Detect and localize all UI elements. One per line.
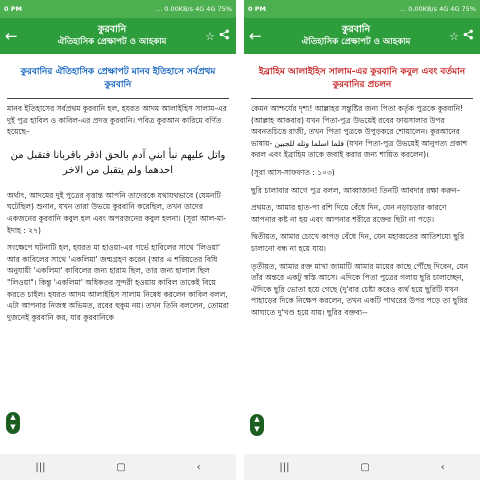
arrow-left-icon[interactable]: ← <box>5 27 18 45</box>
back-nav-icon[interactable]: ‹ <box>196 461 201 473</box>
status-bar <box>0 0 236 18</box>
home-nav-icon[interactable]: ▢ <box>116 461 126 473</box>
app-bar <box>0 18 236 54</box>
status-bar <box>244 0 480 18</box>
paragraph: মানব ইতিহাসের সর্বপ্রথম কুরবানি হল, হযরত আদম আলাইহিস সালাম-এর দুই পুত্র হাবিল ও কাবিল-এর প্রদত্ত কুরবানি। পবিত্র কুরআন কারিমে বর্ণিত হয়েছে– <box>7 104 227 137</box>
status-network: ... 0.00KB/s 4G 4G 75% <box>155 5 232 13</box>
share-icon[interactable] <box>461 29 475 43</box>
heading-divider <box>7 98 229 99</box>
app-title-block <box>265 24 447 48</box>
home-nav-icon[interactable]: ▢ <box>360 461 370 473</box>
scroll-updown-icon[interactable]: ▲ ▼ <box>6 412 20 434</box>
star-outline-icon[interactable]: ☆ <box>449 29 459 43</box>
app-title: কুরবানি <box>97 24 127 35</box>
share-icon[interactable] <box>217 29 231 43</box>
paragraph: দ্বিতীয়ত, আমার চোখে কাপড় বেঁধে দিন, যেন মহাব্বতের আতিশয্যে ছুরি চালানো বন্ধ না হয়ে যায়। <box>251 232 465 253</box>
right-phone-screen <box>244 0 480 480</box>
status-time: 0 PM <box>248 5 267 13</box>
paragraph: ছুরি চালাবার আগে পুত্র বলল, আব্বাজান! তিনটি আবদার রক্ষা করুন– <box>251 185 461 195</box>
article-content[interactable] <box>0 54 236 454</box>
system-nav-bar <box>0 454 236 480</box>
article-body <box>7 103 229 323</box>
paragraph: (সূরা আস-সাফফাত : ১০৩) <box>251 167 335 177</box>
back-nav-icon[interactable]: ‹ <box>440 461 445 473</box>
heading-divider <box>251 98 473 99</box>
status-network: ... 0.00KB/s 4G 4G 75% <box>399 5 476 13</box>
app-bar <box>244 18 480 54</box>
paragraph: কেমন আশ্চর্যের দৃশ্য! আল্লাহর সন্তুষ্টির জন্য পিতা কর্তৃক পুত্রকে কুরবানি! (আল্লাহ আকবার) যখন পিতা-পুত্র উভয়েই রবের ফায়সালার উপর অবনতচিত্তে রাজী, তখন পিতা পুত্রকে উপুড়করে শোয়ালেন। কুরআনের ভাষায়- فلما اسلما وتله للجبين (যখন পিতা-পুত্র উভয়েই আনুগত্য প্রকাশ করল এবং ইব্রাহিম তাকে জবাই করার জন্য শায়িত করলেন)। <box>251 104 468 160</box>
app-title-block <box>21 24 203 48</box>
status-time: 0 PM <box>4 5 23 13</box>
arabic-verse: واتل عليهم نبأ ابني آدم بالحق اذقر باقربانا فتقبل من احدهما ولم يتقبل من الاخر <box>10 149 226 176</box>
app-subtitle: ঐতিহাসিক প্রেক্ষাপট ও আহকাম <box>57 37 167 47</box>
recents-nav-icon[interactable]: ||| <box>35 461 46 473</box>
arrow-left-icon[interactable]: ← <box>249 27 262 45</box>
scroll-updown-icon[interactable]: ▲ ▼ <box>250 414 264 436</box>
star-outline-icon[interactable]: ☆ <box>205 29 215 43</box>
app-subtitle: ঐতিহাসিক প্রেক্ষাপট ও আহকাম <box>301 37 411 47</box>
paragraph: তৃতীয়ত, আমার রক্ত মাখা জামাটি আমার মায়ের কাছে পৌঁছে দিবেন, যেন তাঁর অন্তরে একটু স্বস্তি আসে। এদিকে পিতা পুত্রের গলায় ছুরি চালাচ্ছেন, ঐদিকে ছুরি ভোতা হয়ে গেছে (দু'বার চেষ্টা করেও ব্যর্থ হয়ে ছুরিটি যখন পাহাড়ের দিকে নিক্ষেপ করলেন, তখন একটি পাথরের উপর পড়ে তা ছুরির আঘাতে দু'খণ্ড হয়ে যায়। ছুরির বক্তব্য-- <box>251 261 469 317</box>
left-phone-screen <box>0 0 236 480</box>
paragraph: অর্থাৎ, আদমের দুই পুত্রের বৃত্তান্ত আপনি তাদেরকে যথাযথভাবে (যেমনটি ঘটেছিল) শুনান, যখন তারা উভয়ে কুরবানি করেছিল, তখন তাদের একজনের কুরবানি কবুল হল এবং অপরজনের কবুল হলনা। (সূরা আল-মা-ইদাহ : ২৭) <box>7 190 226 235</box>
app-title: কুরবানি <box>341 24 371 35</box>
article-body <box>251 103 473 319</box>
section-heading: ইব্রাহিম আলাইহিস সালাম-এর কুরবানি কবুল এবং বর্তমান কুরবানির প্রচলন <box>258 67 466 90</box>
article-content[interactable] <box>244 54 480 454</box>
recents-nav-icon[interactable]: ||| <box>279 461 290 473</box>
section-heading: কুরবানির ঐতিহাসিক প্রেক্ষাপট মানব ইতিহাসে সর্বপ্রথম কুরবানি <box>20 67 216 90</box>
screen-divider <box>236 0 244 480</box>
paragraph: প্রথমত, আমার হাত-পা রশি দিয়ে বেঁধে দিন, যেন নড়াচড়ার কারণে আপনার কষ্ট না হয় এবং আপনার শরীরে রক্তের ছিটা না পড়ে। <box>251 203 447 224</box>
system-nav-bar <box>244 454 480 480</box>
paragraph: সংক্ষেপে ঘটনাটি হল, হযরত মা হাওয়া-এর গর্ভে হাবিলের সাথে 'লিওয়া' আর কাবিলের সাথে 'একলিমা' জন্মগ্রহণ করেন (আর এ শরিয়তের বিধি অনুযায়ী 'একলিমা' কাবিলের জন্য হারাম ছিল, তার জন্য হালাল ছিল "লিওয়া"। কিন্তু 'একলিমা' অধিকতর সুন্দরী হওয়ায় কাবিল তাকেই বিয়ে করতে চাইল। হযরত আদম আলাইহিস সালাম নিষেধ করলেন কাবিল বলল, এটা আপনার নিজস্ব অভিমত, রবের হুকুম নয়। তখন তিনি বললেন, তোমরা দুজনেই কুরবানি কর, যার কুরবানিকে <box>7 243 229 322</box>
